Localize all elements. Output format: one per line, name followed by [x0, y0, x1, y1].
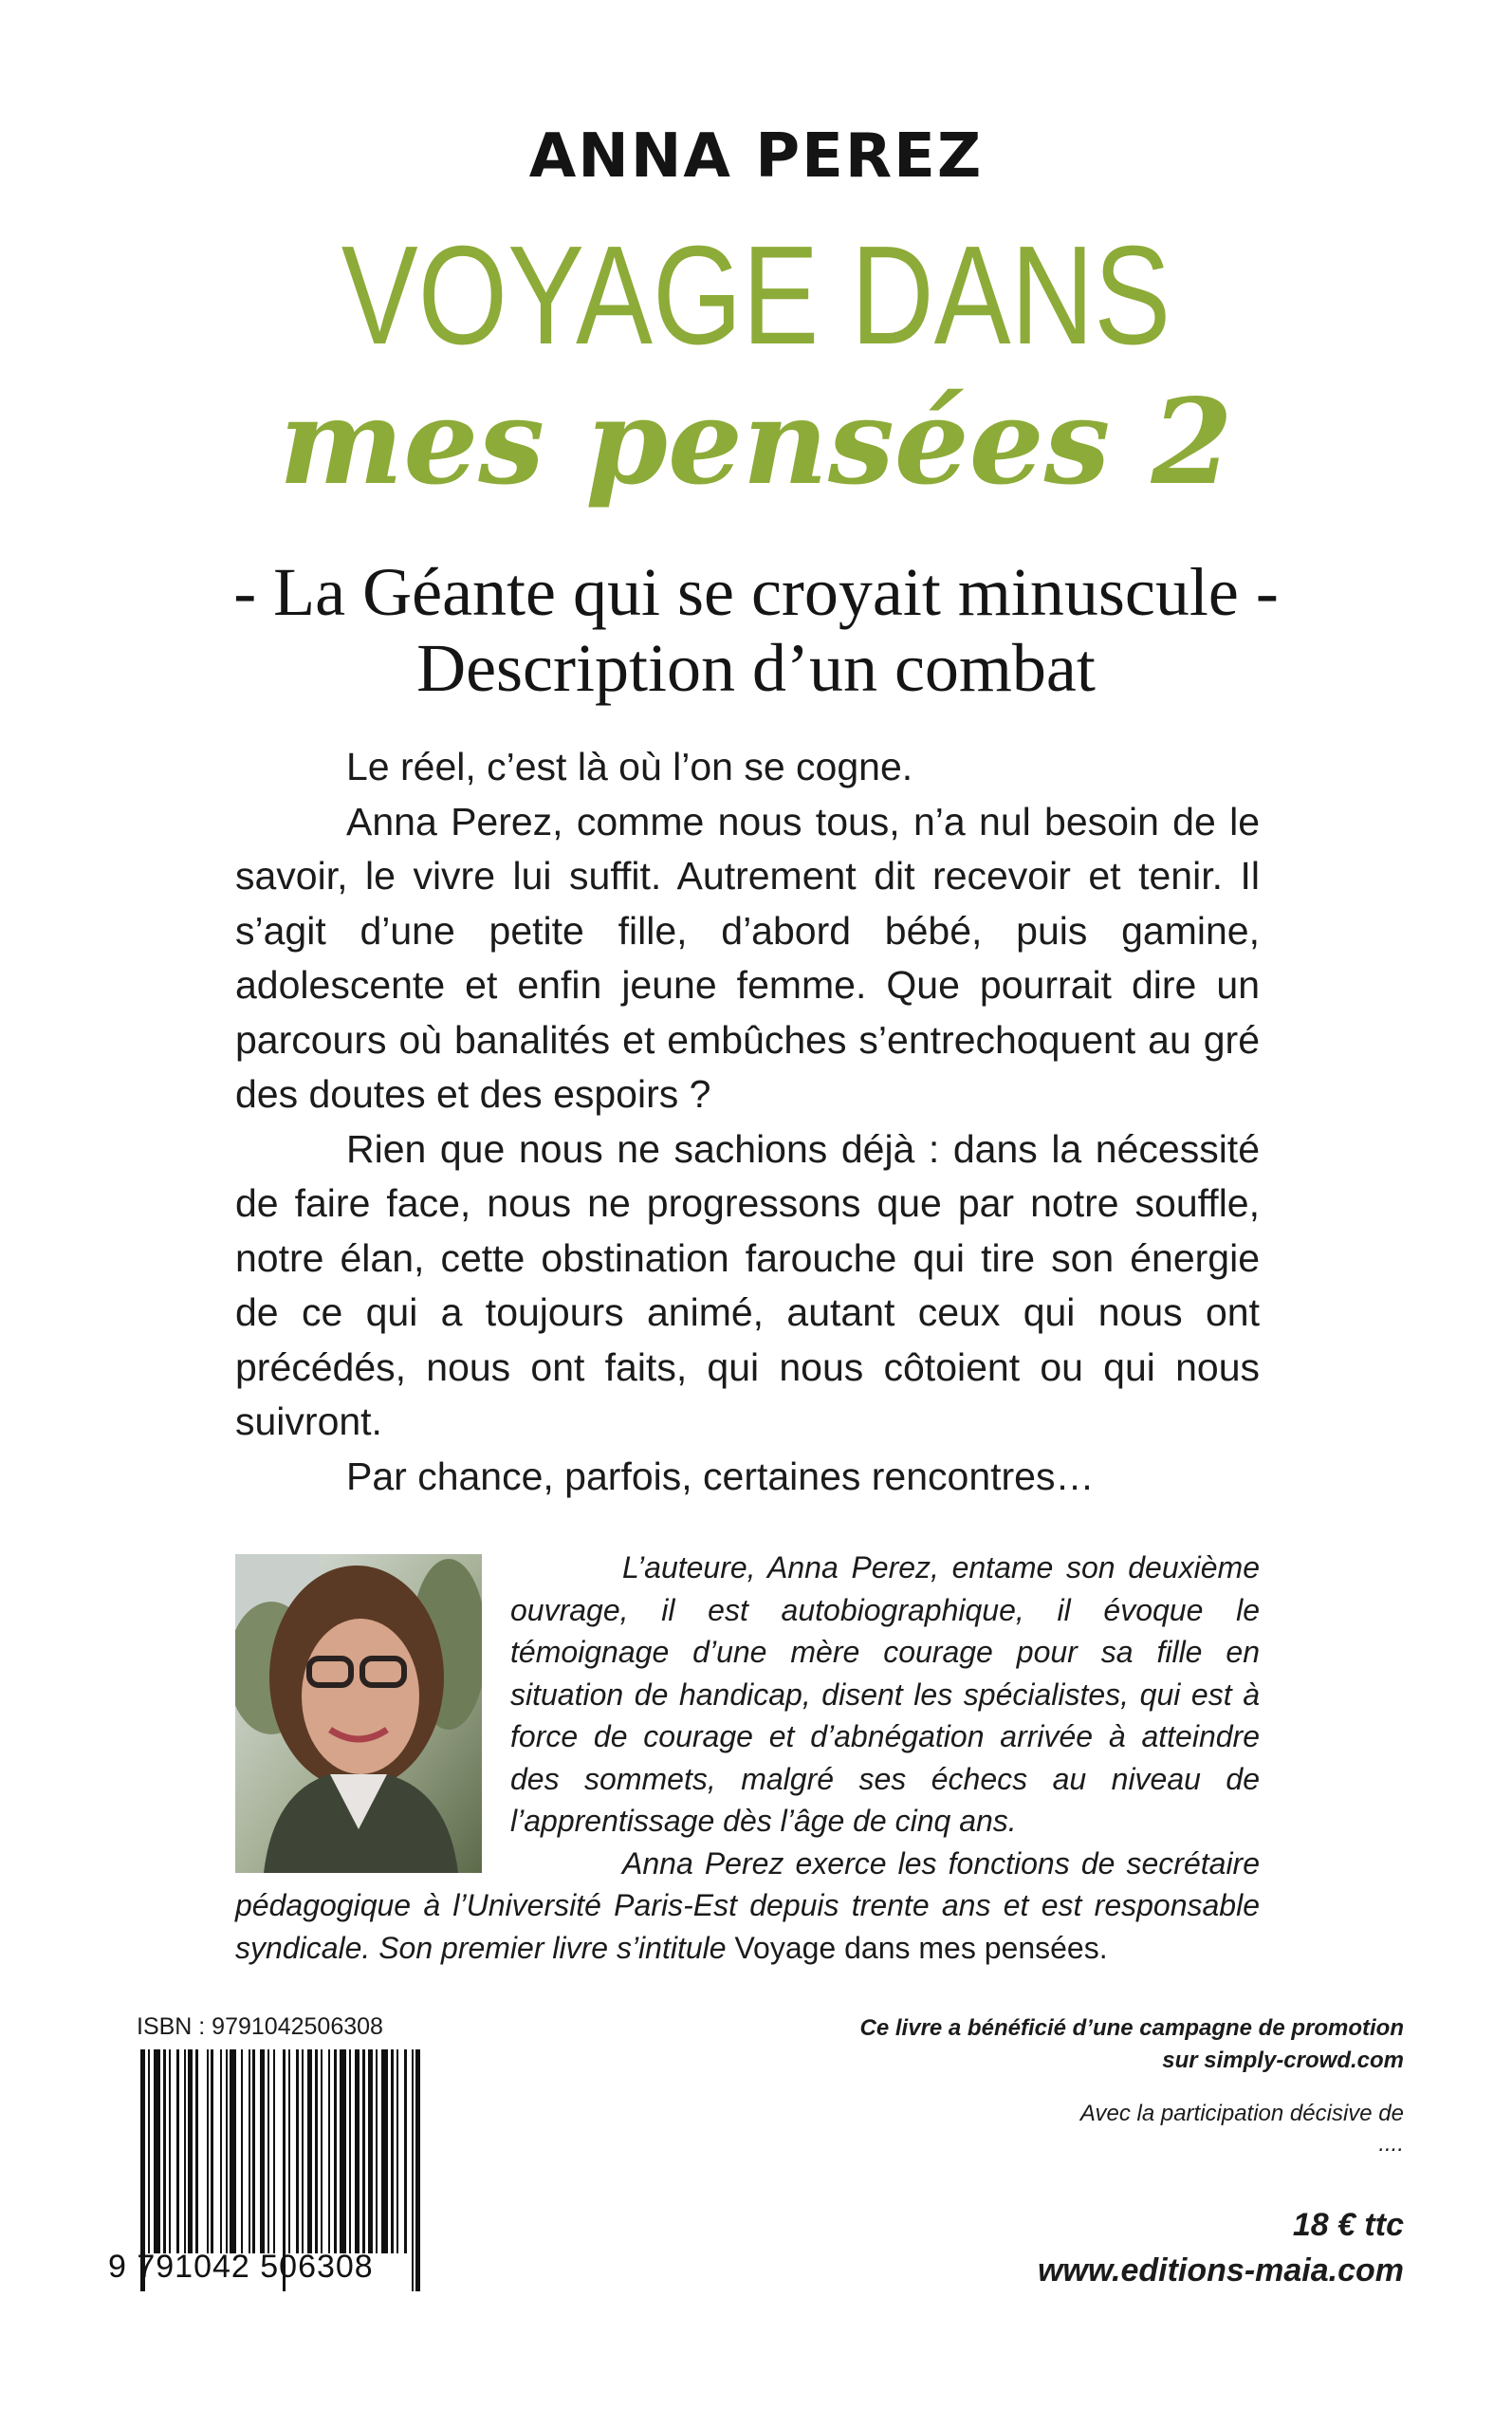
- promo-line1: Ce livre a bénéficié d’une campagne de promotion: [859, 2015, 1404, 2041]
- participation-text: Avec la participation décisive de: [1079, 2101, 1404, 2126]
- blurb-paragraph: Rien que nous ne sachions déjà : dans la nécessité de faire face, nous ne progressons que par notre souffle, notre élan, cette obstination farouche qui tire son énergie de ce qui a toujours animé, autant ceux qui nous ont précédés, nous ont faits, qui nous côtoient ou qui nous suivront.: [235, 1126, 1260, 1443]
- price: 18 € ttc: [1292, 2207, 1404, 2243]
- subtitle-line2: Description d’un combat: [416, 630, 1096, 706]
- book-title-line1: VOYAGE DANS: [341, 217, 1171, 374]
- blurb-paragraph: Le réel, c’est là où l’on se cogne.: [346, 745, 913, 788]
- subtitle-line1: - La Géante qui se croyait minuscule -: [233, 554, 1279, 630]
- publisher-website: www.editions-maia.com: [1037, 2252, 1404, 2289]
- participation-ellipsis: ....: [1378, 2131, 1404, 2157]
- blurb-paragraph: Anna Perez, comme nous tous, n’a nul besoin de le savoir, le vivre lui suffit. Autrement dit recevoir et tenir. Il s’agit d’une petite fille, d’abord bébé, puis gamine, adolescente et enfin jeune femme. Que pourrait dire un parcours où banalités et embûches s’entrechoquent au gré des doutes et des espoirs ?: [235, 799, 1260, 1116]
- bio-text: Anna Perez exerce les fonctions de secrétaire pédagogique à l’Université Paris-Est depuis trente ans et est responsable syndicale. Son premier livre s’intitule: [235, 1845, 1260, 1965]
- blurb-paragraph: Par chance, parfois, certaines rencontres…: [346, 1454, 1095, 1498]
- author-name: ANNA PEREZ: [528, 121, 984, 192]
- barcode-digits: 9 791042 506308: [108, 2249, 374, 2285]
- promo-line2: sur simply-crowd.com: [1162, 2048, 1404, 2073]
- isbn-label: ISBN : 9791042506308: [137, 2013, 383, 2040]
- back-cover-blurb: [235, 740, 1260, 1504]
- book-title-line2: mes pensées 2: [279, 374, 1233, 511]
- author-photo: [235, 1554, 482, 1873]
- first-book-title: Voyage dans mes pensées.: [734, 1930, 1108, 1965]
- bio-paragraph: L’auteure, Anna Perez, entame son deuxième ouvrage, il est autobiographique, il évoque le témoignage d’une mère courage pour sa fille en situation de handicap, disent les spécialistes, qui est à force de courage et d’abnégation arrivée à atteindre des sommets, malgré ses échecs au niveau de l’apprentissage dès l’âge de cinq ans.: [510, 1550, 1260, 1838]
